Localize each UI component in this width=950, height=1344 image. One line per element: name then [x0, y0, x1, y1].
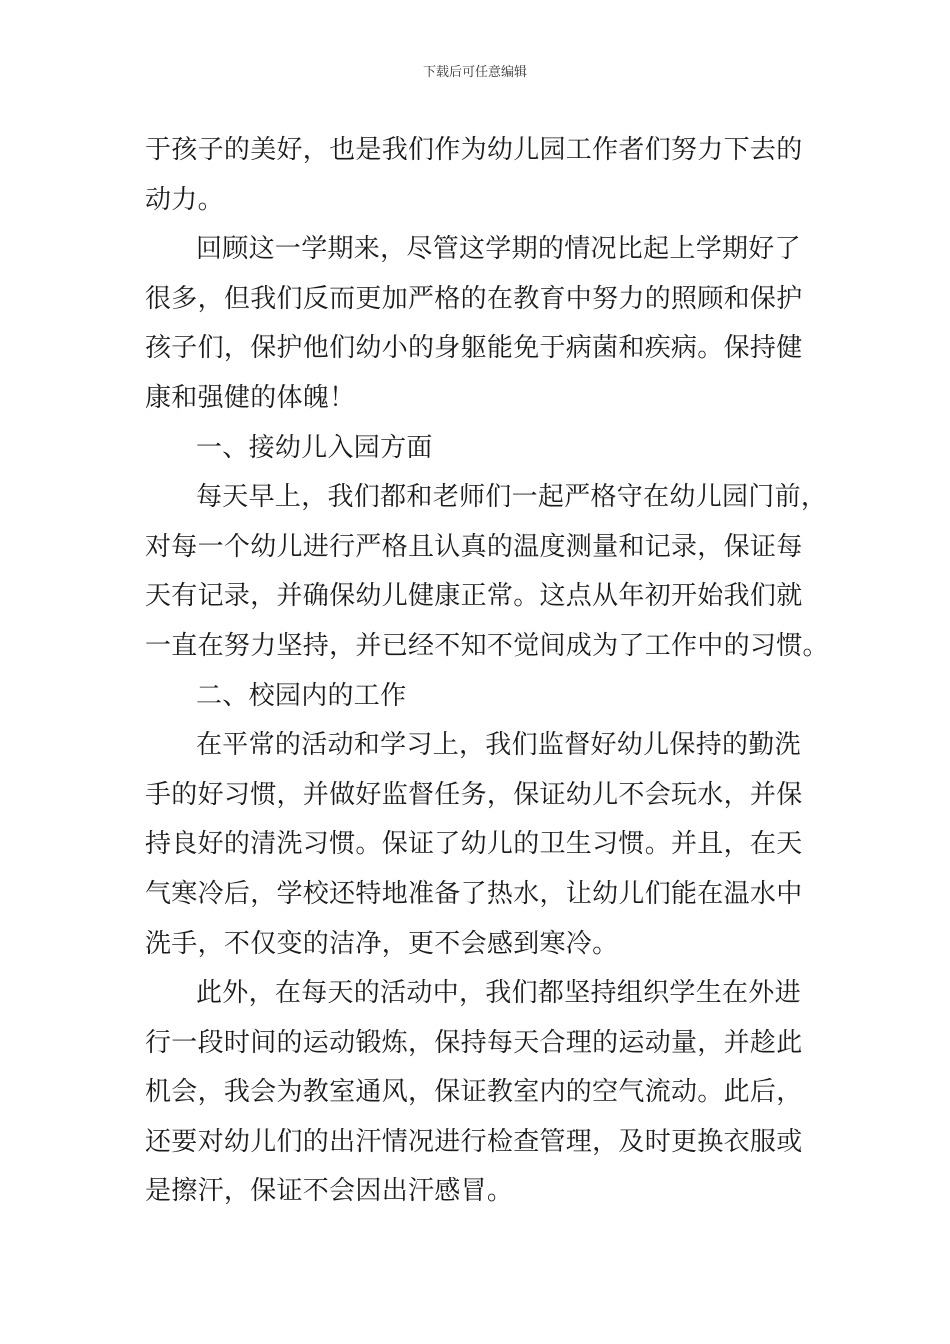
section-heading: 二、校园内的工作	[196, 680, 407, 711]
text-line: 很多，但我们反而更加严格的在教育中努力的照顾和保护	[145, 283, 803, 314]
text-line: 行一段时间的运动锻炼，保持每天合理的运动量，并趁此	[145, 1027, 803, 1058]
paragraph-start-line: 在平常的活动和学习上，我们监督好幼儿保持的勤洗	[196, 730, 801, 761]
text-line: 洗手，不仅变的洁净，更不会感到寒冷。	[145, 928, 619, 959]
text-line: 对每一个幼儿进行严格且认真的温度测量和记录，保证每	[145, 531, 803, 562]
text-line: 孩子们，保护他们幼小的身躯能免于病菌和疾病。保持健	[145, 333, 803, 364]
paragraph-start-line: 每天早上，我们都和老师们一起严格守在幼儿园门前，	[196, 482, 828, 513]
text-line: 机会，我会为教室通风，保证教室内的空气流动。此后，	[145, 1077, 803, 1108]
section-heading: 一、接幼儿入园方面	[196, 432, 433, 463]
text-line: 一直在努力坚持，并已经不知不觉间成为了工作中的习惯。	[145, 630, 829, 661]
text-line: 于孩子的美好，也是我们作为幼儿园工作者们努力下去的	[145, 135, 803, 165]
text-line: 还要对幼儿们的出汗情况进行检查管理，及时更换衣服或	[145, 1126, 803, 1157]
text-line: 是擦汗，保证不会因出汗感冒。	[145, 1176, 514, 1207]
text-line: 持良好的清洗习惯。保证了幼儿的卫生习惯。并且，在天	[145, 829, 803, 860]
text-line: 手的好习惯，并做好监督任务，保证幼儿不会玩水，并保	[145, 779, 803, 810]
document-body	[145, 126, 829, 1217]
text-line: 气寒冷后，学校还特地准备了热水，让幼儿们能在温水中	[145, 878, 803, 909]
text-line: 天有记录，并确保幼儿健康正常。这点从年初开始我们就	[145, 581, 803, 612]
page-header: 下载后可任意编辑	[422, 65, 527, 80]
text-line: 动力。	[145, 184, 224, 215]
text-line: 康和强健的体魄！	[145, 382, 356, 413]
paragraph-start-line: 回顾这一学期来，尽管这学期的情况比起上学期好了	[196, 234, 801, 265]
paragraph-start-line: 此外，在每天的活动中，我们都坚持组织学生在外进	[196, 978, 801, 1009]
